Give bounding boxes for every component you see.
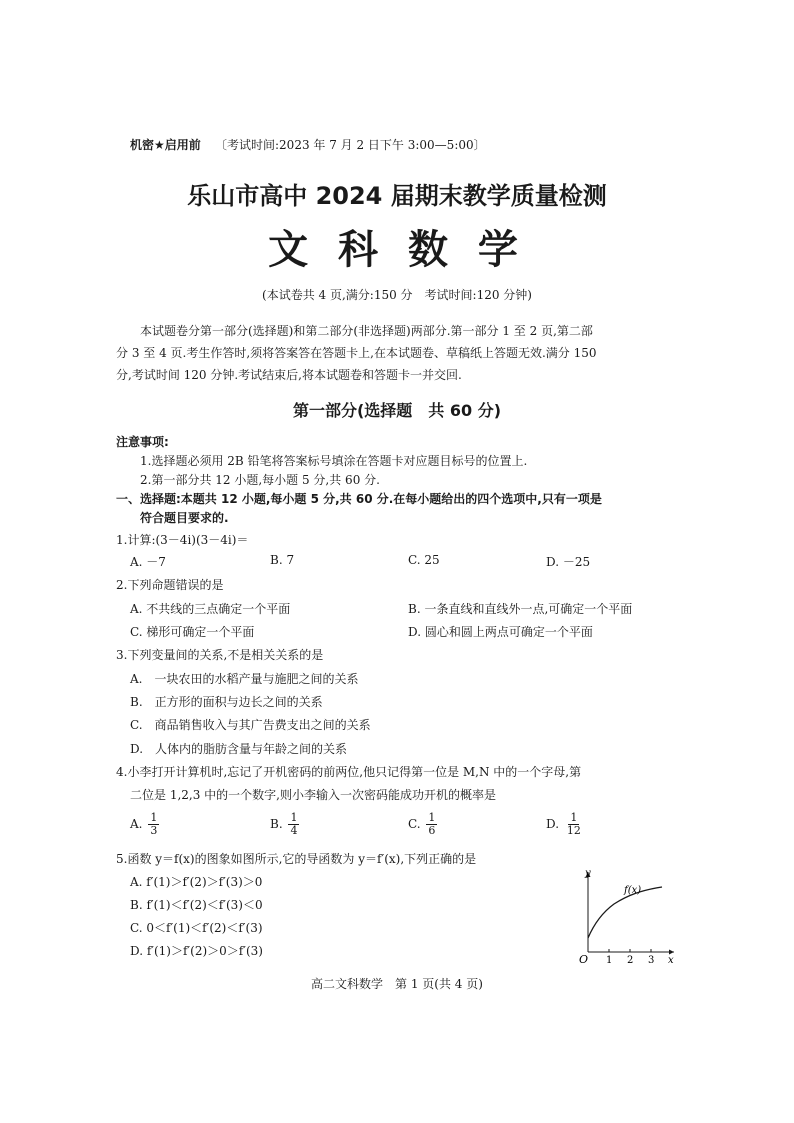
q4-option-d-fraction: $\frac{1}{12}$ (566, 811, 581, 837)
q2-option-c: C. 梯形可确定一个平面 (130, 625, 255, 639)
confidential-label: 机密★启用前 (130, 138, 201, 152)
q4-line-2: 二位是 1,2,3 中的一个数字,则小李输入一次密码能成功开机的概率是 (130, 788, 496, 802)
q4-option-b-fraction: $\frac{1}{4}$ (290, 811, 298, 837)
part-title: 第一部分(选择题 共 60 分) (292, 401, 502, 420)
intro-line-3: 分,考试时间 120 分钟.考试结束后,将本试题卷和答题卡一并交回. (116, 368, 462, 382)
q4-option-b (270, 812, 299, 837)
q2-option-d: D. 圆心和圆上两点可确定一个平面 (408, 625, 593, 639)
x-axis-arrow (669, 950, 674, 955)
q1-stem: 1.计算:(3－4i)(3－4i)＝ (116, 533, 249, 547)
q5-option-c: C. 0＜f′(1)＜f′(2)＜f′(3) (130, 921, 263, 935)
q1-option-d: D. －25 (546, 555, 591, 569)
exam-info: (本试卷共 4 页,满分:150 分 考试时间:120 分钟) (262, 288, 532, 302)
q4-option-d (546, 812, 583, 837)
q2-stem: 2.下列命题错误的是 (116, 578, 224, 592)
q1-option-a: A. －7 (130, 555, 166, 569)
subject-title: 文 科 数 学 (268, 227, 526, 273)
origin-label: O (579, 953, 589, 966)
y-axis-label: y (585, 868, 591, 879)
tick-label-1: 1 (606, 955, 613, 966)
q4-option-c-label: C. (408, 817, 421, 831)
q4-option-d-label: D. (546, 817, 560, 831)
q3-option-a: A. 一块农田的水稻产量与施肥之间的关系 (130, 672, 359, 686)
note-item-2: 2.第一部分共 12 小题,每小题 5 分,共 60 分. (140, 473, 380, 487)
q4-option-b-label: B. (270, 817, 283, 831)
section-heading-line-2: 符合题目要求的. (140, 511, 229, 525)
q5-option-d: D. f′(1)＞f′(2)＞0＞f′(3) (130, 944, 263, 958)
q5-stem: 5.函数 y＝f(x)的图象如图所示,它的导函数为 y＝f′(x),下列正确的是 (116, 852, 477, 866)
q2-option-a: A. 不共线的三点确定一个平面 (130, 602, 291, 616)
notes-heading: 注意事项: (116, 435, 169, 449)
curve-label: f(x) (624, 885, 642, 896)
intro-line-1: 本试题卷分第一部分(选择题)和第二部分(非选择题)两部分.第一部分 1 至 2 页,第二部 (140, 324, 593, 338)
exam-title: 乐山市高中 2024 届期末教学质量检测 (187, 182, 607, 210)
q5-function-graph (570, 866, 680, 966)
q4-line-1: 4.小李打开计算机时,忘记了开机密码的前两位,他只记得第一位是 M,N 中的一个字母,第 (116, 765, 582, 779)
note-item-1: 1.选择题必须用 2B 铅笔将答案标号填涂在答题卡对应题目标号的位置上. (140, 454, 528, 468)
q4-option-c-fraction: $\frac{1}{6}$ (428, 811, 436, 837)
q5-option-a: A. f′(1)＞f′(2)＞f′(3)＞0 (130, 875, 263, 889)
q1-option-b: B. 7 (270, 553, 295, 567)
page-footer: 高二文科数学 第 1 页(共 4 页) (311, 977, 483, 991)
q3-option-c: C. 商品销售收入与其广告费支出之间的关系 (130, 718, 371, 732)
q3-option-b: B. 正方形的面积与边长之间的关系 (130, 695, 323, 709)
tick-label-2: 2 (627, 955, 634, 966)
q5-option-b: B. f′(1)＜f′(2)＜f′(3)＜0 (130, 898, 263, 912)
q4-option-c (408, 812, 437, 837)
q4-option-a-fraction: $\frac{1}{3}$ (150, 811, 158, 837)
q3-option-d: D. 人体内的脂肪含量与年龄之间的关系 (130, 742, 348, 756)
x-axis-label: x (668, 955, 674, 966)
tick-label-3: 3 (648, 955, 655, 966)
q4-option-a-label: A. (130, 817, 143, 831)
exam-time: 〔考试时间:2023 年 7 月 2 日下午 3:00—5:00〕 (215, 138, 486, 152)
q1-option-c: C. 25 (408, 553, 440, 567)
q2-option-b: B. 一条直线和直线外一点,可确定一个平面 (408, 602, 633, 616)
section-heading-line-1: 一、选择题:本题共 12 小题,每小题 5 分,共 60 分.在每小题给出的四个选项中,只有一项是 (116, 492, 602, 506)
q4-option-a (130, 812, 159, 837)
intro-line-2: 分 3 至 4 页.考生作答时,须将答案答在答题卡上,在本试题卷、草稿纸上答题无效.满分 150 (116, 346, 597, 360)
q3-stem: 3.下列变量间的关系,不是相关关系的是 (116, 648, 324, 662)
